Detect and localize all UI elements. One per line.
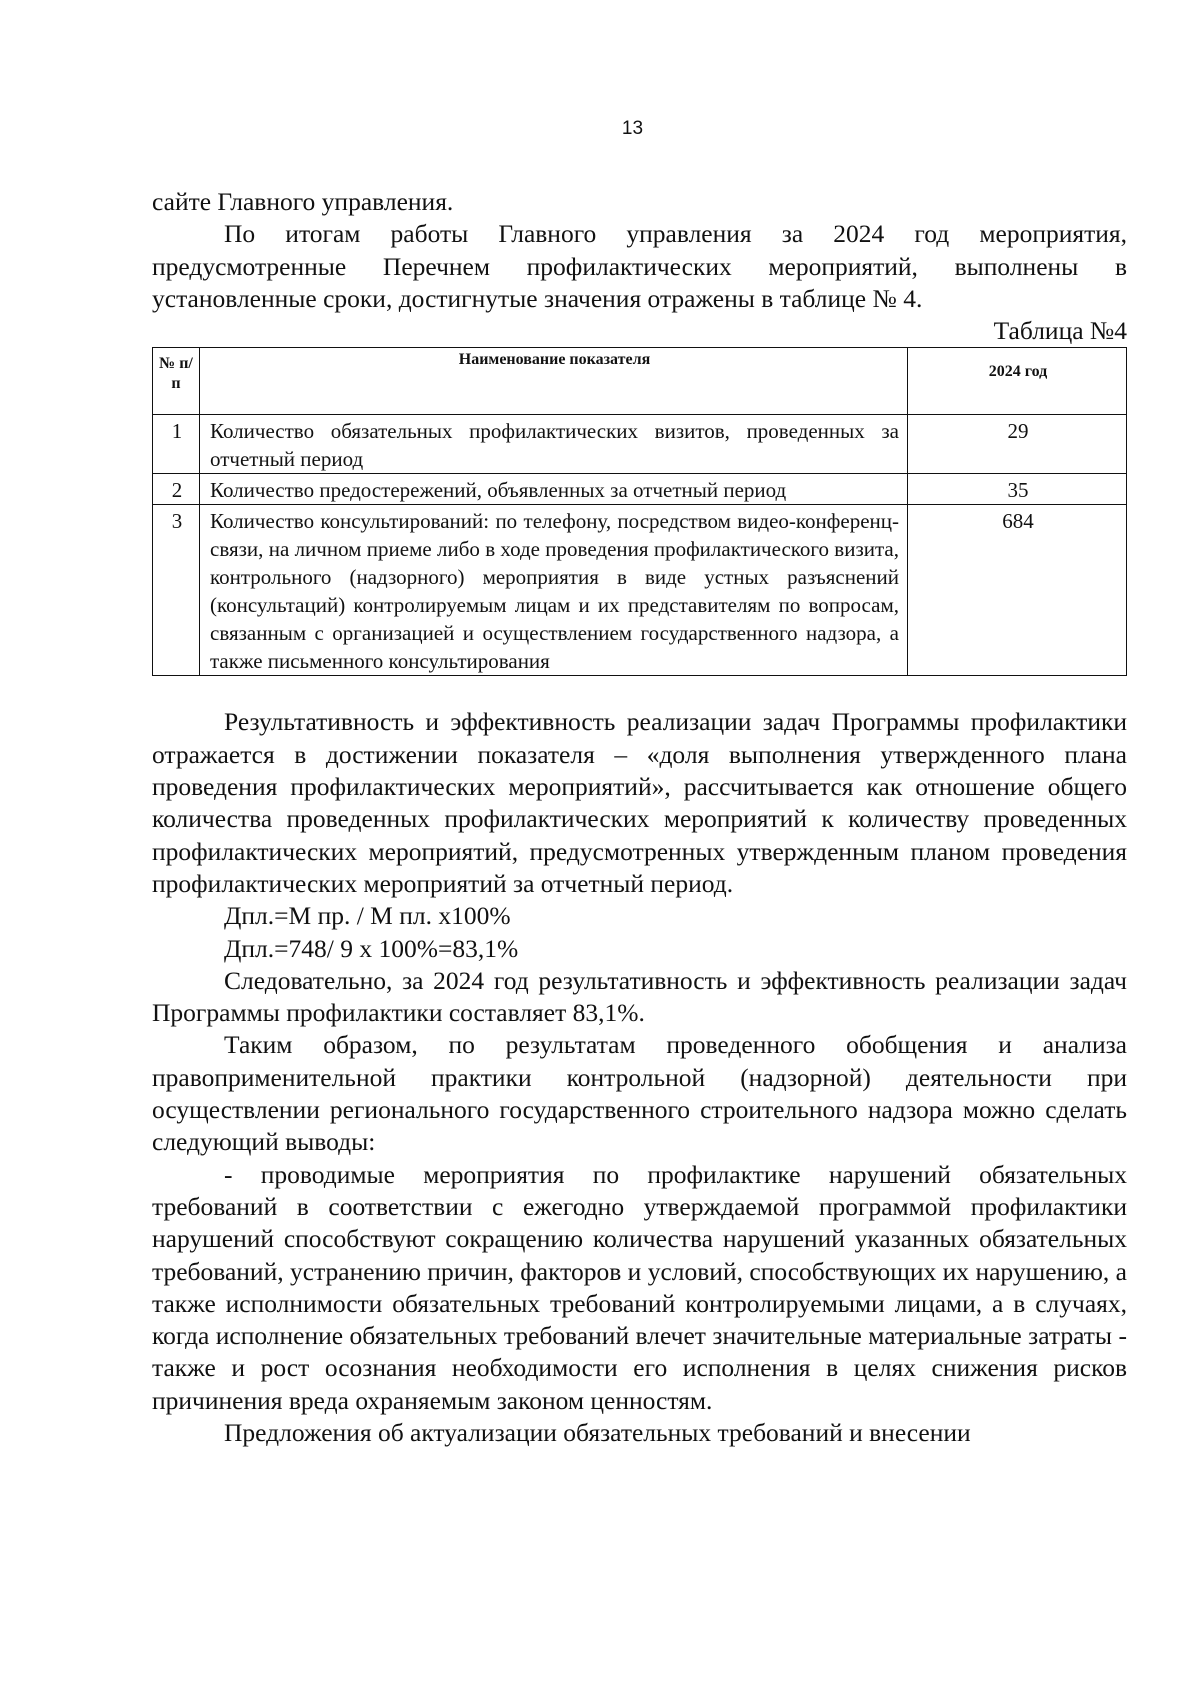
indicators-table xyxy=(152,347,1127,676)
row-num: 3 xyxy=(153,505,200,676)
header-name: Наименование показателя xyxy=(200,348,908,415)
row-num: 2 xyxy=(153,474,200,505)
row-name: Количество консультирований: по телефону, посредством видео-конференц-связи, на личном приеме либо в ходе проведения профилактического визита, контрольного (надзорного) мероприятия в виде устных разъяснений (консультаций) контролируемым лицам и их представителям по вопросам, связанным с организацией и осуществлением государственного надзора, а также письменного консультирования xyxy=(200,505,908,676)
table-row xyxy=(153,415,1127,474)
paragraph-proposals: Предложения об актуализации обязательных требований и внесении xyxy=(224,1418,971,1448)
row-value: 684 xyxy=(908,505,1127,676)
table-row xyxy=(153,505,1127,676)
table-caption: Таблица №4 xyxy=(993,316,1127,346)
formula-general: Дпл.=М пр. / М пл. х100% xyxy=(224,901,511,931)
row-name: Количество обязательных профилактических визитов, проведенных за отчетный период xyxy=(200,415,908,474)
header-year: 2024 год xyxy=(908,348,1127,415)
row-value: 35 xyxy=(908,474,1127,505)
paragraph-continuation: сайте Главного управления. xyxy=(152,187,454,216)
table-header-row xyxy=(153,348,1127,415)
page-content xyxy=(152,186,1127,1449)
formula-calculated: Дпл.=748/ 9 х 100%=83,1% xyxy=(224,933,519,963)
header-num: № п/п xyxy=(153,348,200,415)
paragraph-effectiveness: Результативность и эффективность реализации задач Программы профилактики отражается в достижении показателя – «доля выполнения утвержденного плана проведения профилактических мероприятий», рассчитывается как отношение общего количества проведенных профилактических мероприятий к количеству проведенных профилактических мероприятий, предусмотренных утвержденным планом проведения профилактических мероприятий за отчетный период. xyxy=(152,707,1127,898)
row-name: Количество предостережений, объявленных за отчетный период xyxy=(200,474,908,505)
row-num: 1 xyxy=(153,415,200,474)
table-row xyxy=(153,474,1127,505)
paragraph-results-intro: По итогам работы Главного управления за 2024 год мероприятия, предусмотренные Перечнем профилактических мероприятий, выполнены в установленные сроки, достигнутые значения отражены в таблице № 4. xyxy=(152,219,1127,313)
paragraph-consequently: Следовательно, за 2024 год результативность и эффективность реализации задач Программы профилактики составляет 83,1%. xyxy=(152,965,1127,1028)
page-number: 13 xyxy=(621,118,644,139)
paragraph-thus: Таким образом, по результатам проведенного обобщения и анализа правоприменительной практики контрольной (надзорной) деятельности при осуществлении регионального государственного строительного надзора можно сделать следующий выводы: xyxy=(152,1030,1127,1157)
row-value: 29 xyxy=(908,415,1127,474)
paragraph-conclusion: - проводимые мероприятия по профилактике нарушений обязательных требований в соответствии с ежегодно утверждаемой программой профилактики нарушений способствуют сокращению количества нарушений указанных обязательных требований, устранению причин, факторов и условий, способствующих их нарушению, а также исполнимости обязательных требований контролируемыми лицами, а в случаях, когда исполнение обязательных требований влечет значительные материальные затраты - также и рост осознания необходимости его исполнения в целях снижения рисков причинения вреда охраняемым законом ценностям. xyxy=(152,1159,1127,1415)
